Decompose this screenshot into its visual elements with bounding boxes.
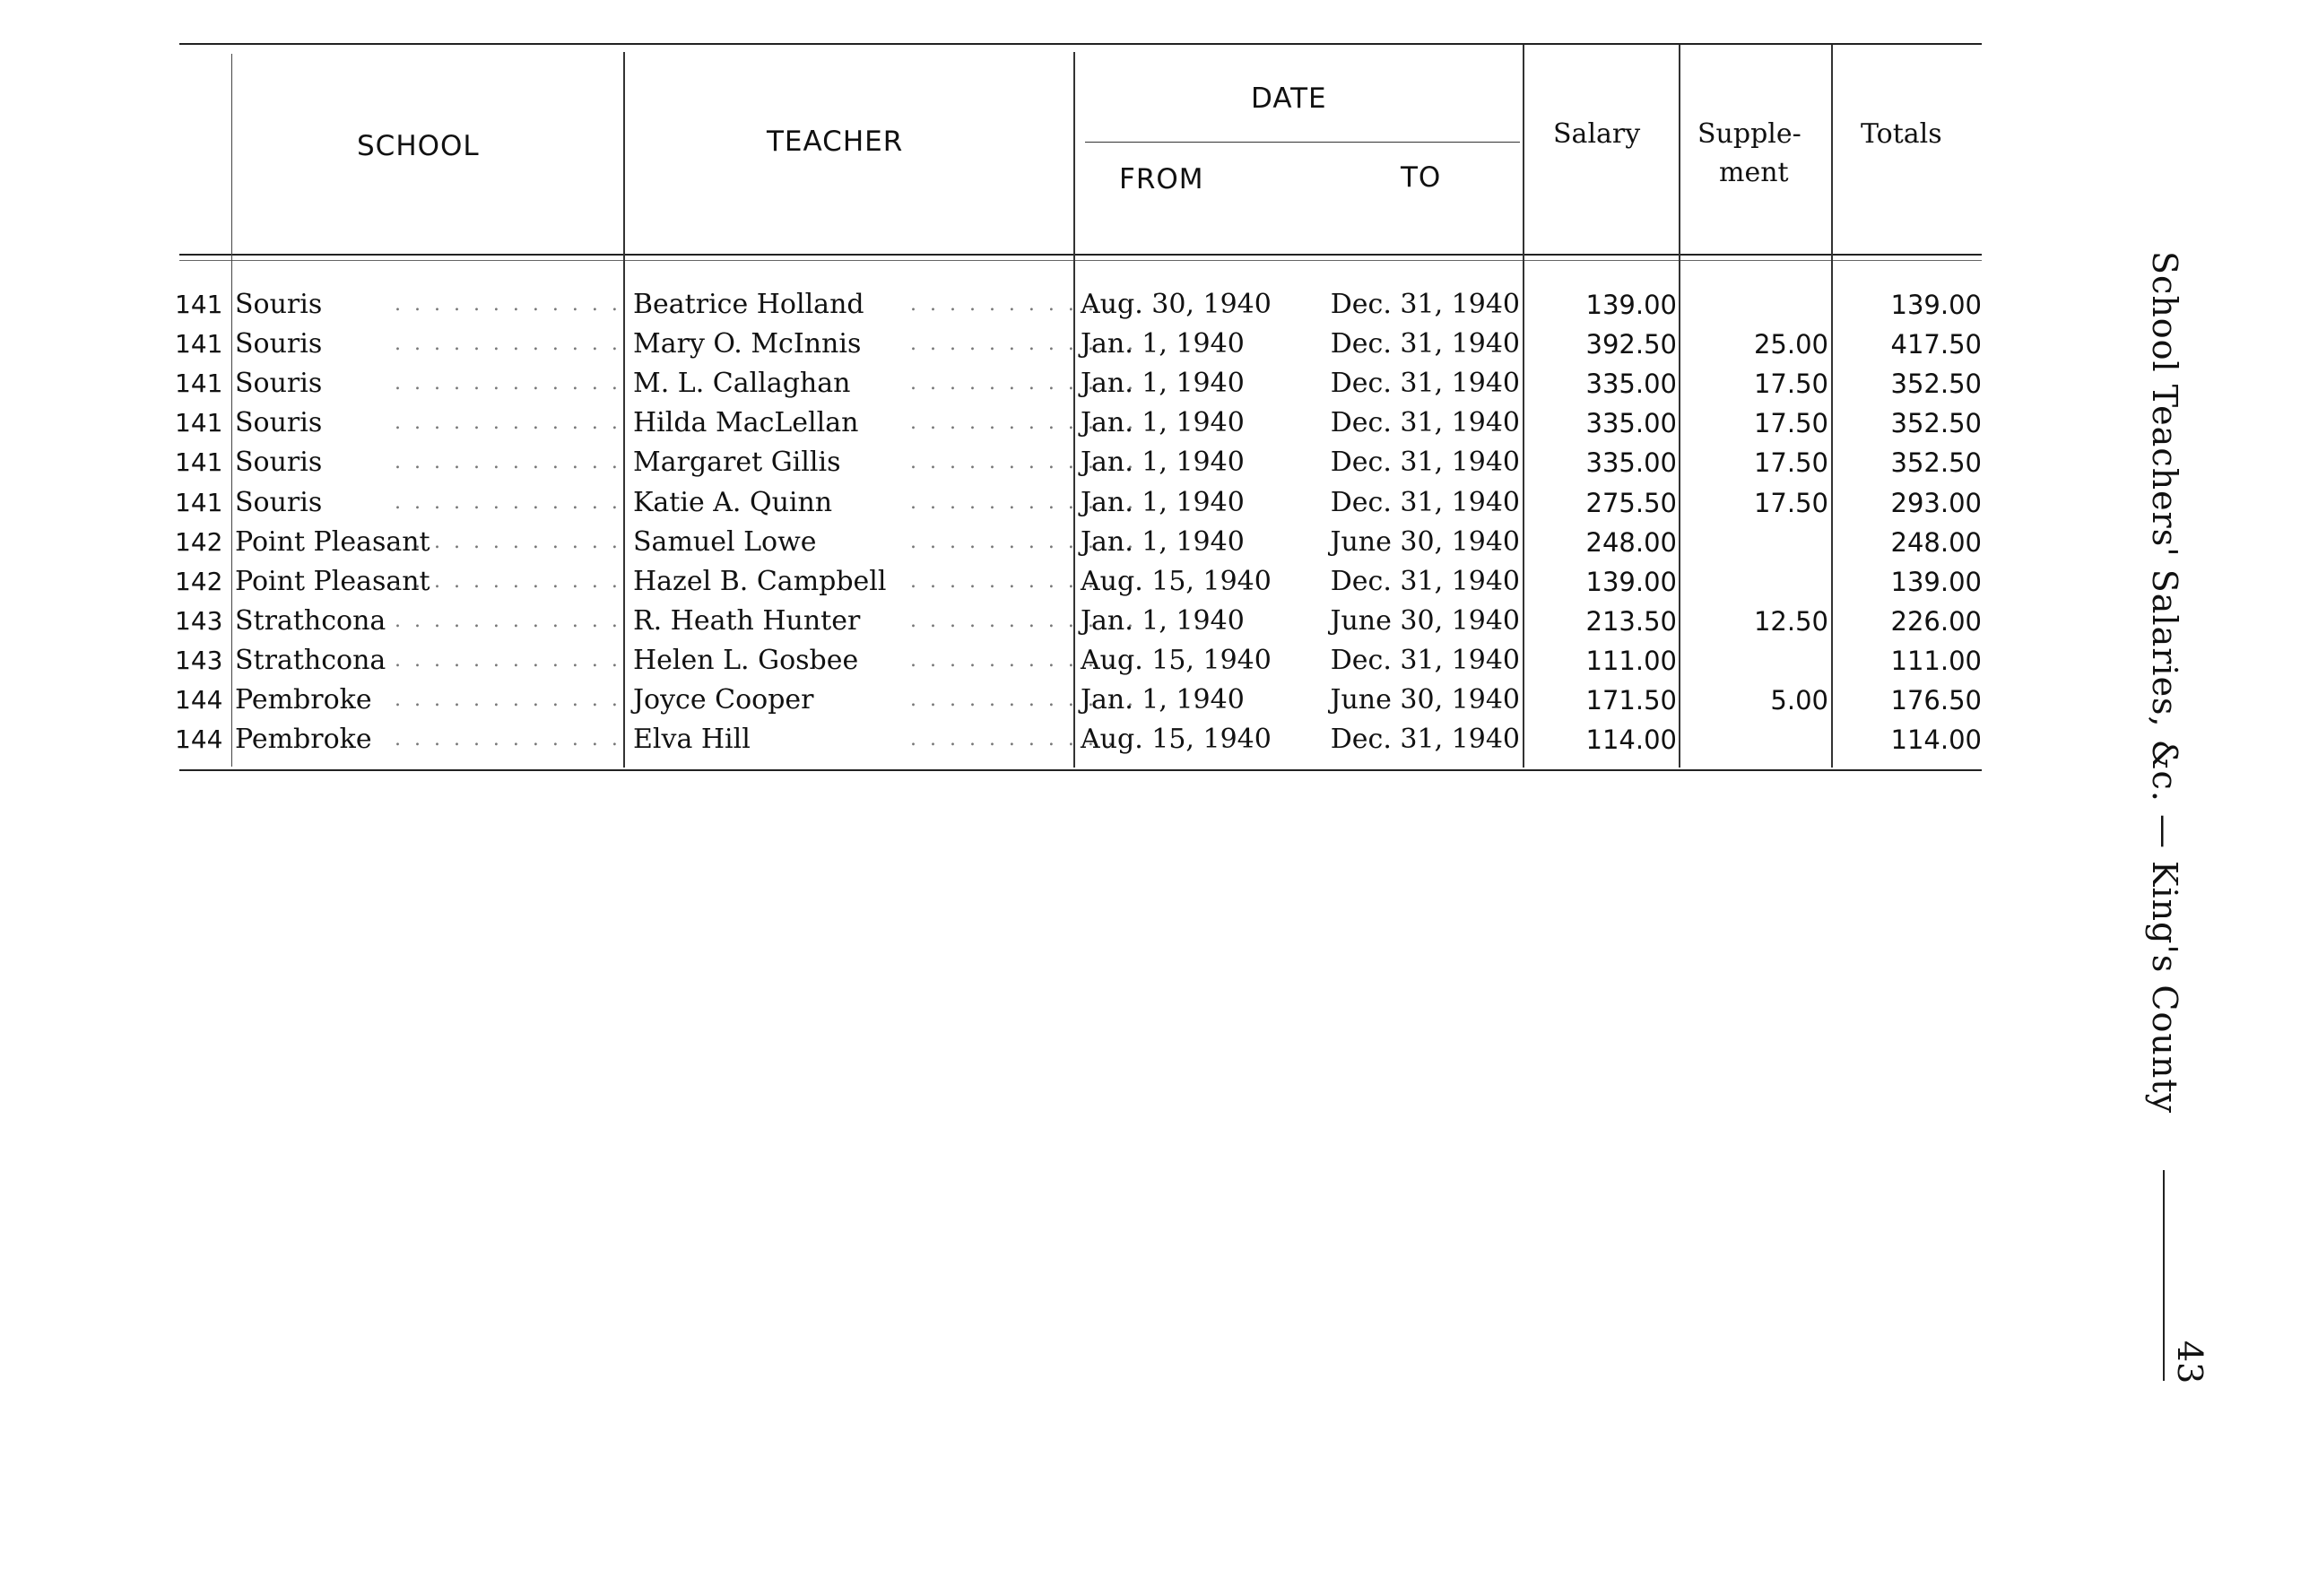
total-value: 114.00 [1890, 724, 1982, 756]
school-name: Souris [235, 407, 323, 439]
teacher-name: Helen L. Gosbee [633, 644, 859, 676]
supplement-value: 12.50 [1753, 605, 1828, 637]
header-supplement-2: ment [1719, 157, 1789, 188]
date-to: Dec. 31, 1940 [1330, 644, 1520, 676]
school-leader: . . . . . . . . . . . . [395, 372, 621, 395]
teacher-name: Hilda MacLellan [633, 407, 859, 439]
school-number: 144 [175, 685, 223, 715]
running-head-rule [2163, 1170, 2165, 1381]
teacher-leader: . . . . . . . . . . . . [910, 609, 1137, 632]
total-value: 176.50 [1890, 685, 1982, 716]
school-name: Pembroke [235, 724, 372, 756]
total-value: 352.50 [1890, 447, 1982, 479]
table-row [0, 285, 2318, 325]
school-leader: . . . . . . . . . . . . [395, 728, 621, 751]
supplement-value: 17.50 [1753, 408, 1828, 439]
header-from: FROM [1119, 163, 1204, 195]
salary-value: 248.00 [1585, 526, 1677, 558]
header-salary: Salary [1553, 118, 1641, 150]
teacher-leader: . . . . . . . . . . . . [910, 293, 1137, 316]
date-to: June 30, 1940 [1330, 525, 1520, 558]
school-name: Souris [235, 447, 323, 479]
table-row [0, 483, 2318, 523]
table-row [0, 364, 2318, 403]
school-leader: . . . . . . . . . . . . [395, 530, 621, 553]
school-name: Strathcona [235, 604, 386, 637]
salary-value: 335.00 [1585, 369, 1677, 400]
salary-value: 139.00 [1585, 290, 1677, 320]
supplement-value: 17.50 [1753, 487, 1828, 518]
date-to: Dec. 31, 1940 [1330, 289, 1520, 320]
teacher-leader: . . . . . . . . . . . . [910, 372, 1137, 395]
school-number: 143 [175, 645, 223, 675]
date-from: Jan. 1, 1940 [1081, 525, 1245, 558]
header-teacher: TEACHER [767, 126, 904, 158]
date-from: Jan. 1, 1940 [1081, 486, 1245, 518]
supplement-value: 17.50 [1753, 369, 1828, 400]
table-row [0, 641, 2318, 681]
school-number: 141 [175, 369, 223, 399]
teacher-name: Elva Hill [633, 724, 751, 756]
school-number: 141 [175, 408, 223, 438]
salary-value: 335.00 [1585, 408, 1677, 439]
total-value: 111.00 [1890, 645, 1982, 676]
school-number: 141 [175, 290, 223, 319]
school-name: Point Pleasant [235, 565, 430, 597]
date-from: Aug. 15, 1940 [1081, 644, 1272, 676]
teacher-name: Joyce Cooper [633, 684, 814, 716]
date-to: June 30, 1940 [1330, 684, 1520, 716]
date-to: Dec. 31, 1940 [1330, 447, 1520, 479]
salary-value: 111.00 [1585, 645, 1677, 676]
table-row [0, 602, 2318, 641]
school-leader: . . . . . . . . . . . . [395, 333, 621, 356]
table-row [0, 562, 2318, 602]
total-value: 226.00 [1890, 605, 1982, 637]
salary-value: 335.00 [1585, 447, 1677, 479]
school-name: Souris [235, 368, 323, 400]
total-value: 417.50 [1890, 329, 1982, 360]
school-leader: . . . . . . . . . . . . [395, 412, 621, 435]
date-from: Jan. 1, 1940 [1081, 368, 1245, 400]
teacher-leader: . . . . . . . . . . . . [910, 648, 1137, 672]
teacher-name: Hazel B. Campbell [633, 565, 887, 597]
date-to: Dec. 31, 1940 [1330, 724, 1520, 756]
teacher-leader: . . . . . . . . . . . . [910, 530, 1137, 553]
date-to: Dec. 31, 1940 [1330, 486, 1520, 518]
teacher-name: Samuel Lowe [633, 525, 817, 558]
school-number: 144 [175, 724, 223, 755]
school-leader: . . . . . . . . . . . . [395, 293, 621, 316]
table-row [0, 325, 2318, 364]
teacher-leader: . . . . . . . . . . . . [910, 490, 1137, 514]
teacher-leader: . . . . . . . . . . . . [910, 728, 1137, 751]
school-number: 141 [175, 329, 223, 360]
date-from: Jan. 1, 1940 [1081, 447, 1245, 479]
date-to: Dec. 31, 1940 [1330, 368, 1520, 400]
date-divider-rule [1085, 142, 1520, 143]
total-value: 293.00 [1890, 487, 1982, 518]
school-leader: . . . . . . . . . . . . [395, 689, 621, 711]
date-from: Jan. 1, 1940 [1081, 684, 1245, 716]
teacher-name: R. Heath Hunter [633, 604, 861, 637]
total-value: 139.00 [1890, 290, 1982, 320]
teacher-name: M. L. Callaghan [633, 368, 851, 400]
school-name: Point Pleasant [235, 525, 430, 558]
salary-value: 139.00 [1585, 566, 1677, 597]
running-head: School Teachers' Salaries, &c. — King's County [2145, 251, 2184, 1115]
teacher-leader: . . . . . . . . . . . . [910, 451, 1137, 474]
salary-value: 275.50 [1585, 487, 1677, 518]
date-from: Aug. 15, 1940 [1081, 565, 1272, 597]
school-name: Souris [235, 328, 323, 360]
header-date: DATE [1251, 82, 1327, 115]
date-from: Jan. 1, 1940 [1081, 407, 1245, 439]
total-value: 248.00 [1890, 526, 1982, 558]
school-number: 142 [175, 526, 223, 557]
table-row [0, 403, 2318, 443]
total-value: 352.50 [1890, 369, 1982, 400]
salary-value: 213.50 [1585, 605, 1677, 637]
header-totals: Totals [1861, 118, 1942, 150]
date-from: Aug. 15, 1940 [1081, 724, 1272, 756]
date-to: Dec. 31, 1940 [1330, 328, 1520, 360]
school-number: 141 [175, 487, 223, 517]
teacher-name: Margaret Gillis [633, 447, 841, 479]
school-name: Strathcona [235, 644, 386, 676]
date-from: Jan. 1, 1940 [1081, 328, 1245, 360]
school-leader: . . . . . . . . . . . . [395, 451, 621, 474]
salary-value: 392.50 [1585, 329, 1677, 360]
table-row [0, 523, 2318, 562]
table-row [0, 720, 2318, 759]
school-leader: . . . . . . . . . . . . [395, 569, 621, 593]
date-to: June 30, 1940 [1330, 604, 1520, 637]
teacher-name: Katie A. Quinn [633, 486, 833, 518]
teacher-leader: . . . . . . . . . . . . [910, 333, 1137, 356]
salary-value: 171.50 [1585, 685, 1677, 716]
page-number: 43 [2170, 1340, 2209, 1384]
header-supplement-1: Supple- [1697, 118, 1801, 150]
header-school: SCHOOL [357, 130, 480, 162]
salary-value: 114.00 [1585, 724, 1677, 756]
top-rule [179, 43, 1982, 45]
teacher-leader: . . . . . . . . . . . . [910, 412, 1137, 435]
school-leader: . . . . . . . . . . . . [395, 648, 621, 672]
teacher-leader: . . . . . . . . . . . . [910, 569, 1137, 593]
school-number: 141 [175, 447, 223, 478]
date-to: Dec. 31, 1940 [1330, 565, 1520, 597]
school-number: 143 [175, 605, 223, 636]
date-from: Aug. 30, 1940 [1081, 289, 1272, 320]
total-value: 139.00 [1890, 566, 1982, 597]
teacher-name: Beatrice Holland [633, 289, 864, 320]
school-name: Pembroke [235, 684, 372, 716]
table-row [0, 681, 2318, 720]
school-leader: . . . . . . . . . . . . [395, 490, 621, 514]
total-value: 352.50 [1890, 408, 1982, 439]
supplement-value: 5.00 [1770, 685, 1828, 716]
header-bottom-rule [179, 254, 1982, 256]
table-row [0, 443, 2318, 482]
school-number: 142 [175, 566, 223, 596]
header-to: TO [1401, 161, 1442, 194]
school-name: Souris [235, 289, 323, 320]
date-from: Jan. 1, 1940 [1081, 604, 1245, 637]
body-top-rule [179, 260, 1982, 261]
school-name: Souris [235, 486, 323, 518]
teacher-leader: . . . . . . . . . . . . [910, 689, 1137, 711]
teacher-name: Mary O. McInnis [633, 328, 862, 360]
school-leader: . . . . . . . . . . . . [395, 609, 621, 632]
table-bottom-rule [179, 769, 1982, 771]
date-to: Dec. 31, 1940 [1330, 407, 1520, 439]
supplement-value: 17.50 [1753, 447, 1828, 479]
supplement-value: 25.00 [1753, 329, 1828, 360]
